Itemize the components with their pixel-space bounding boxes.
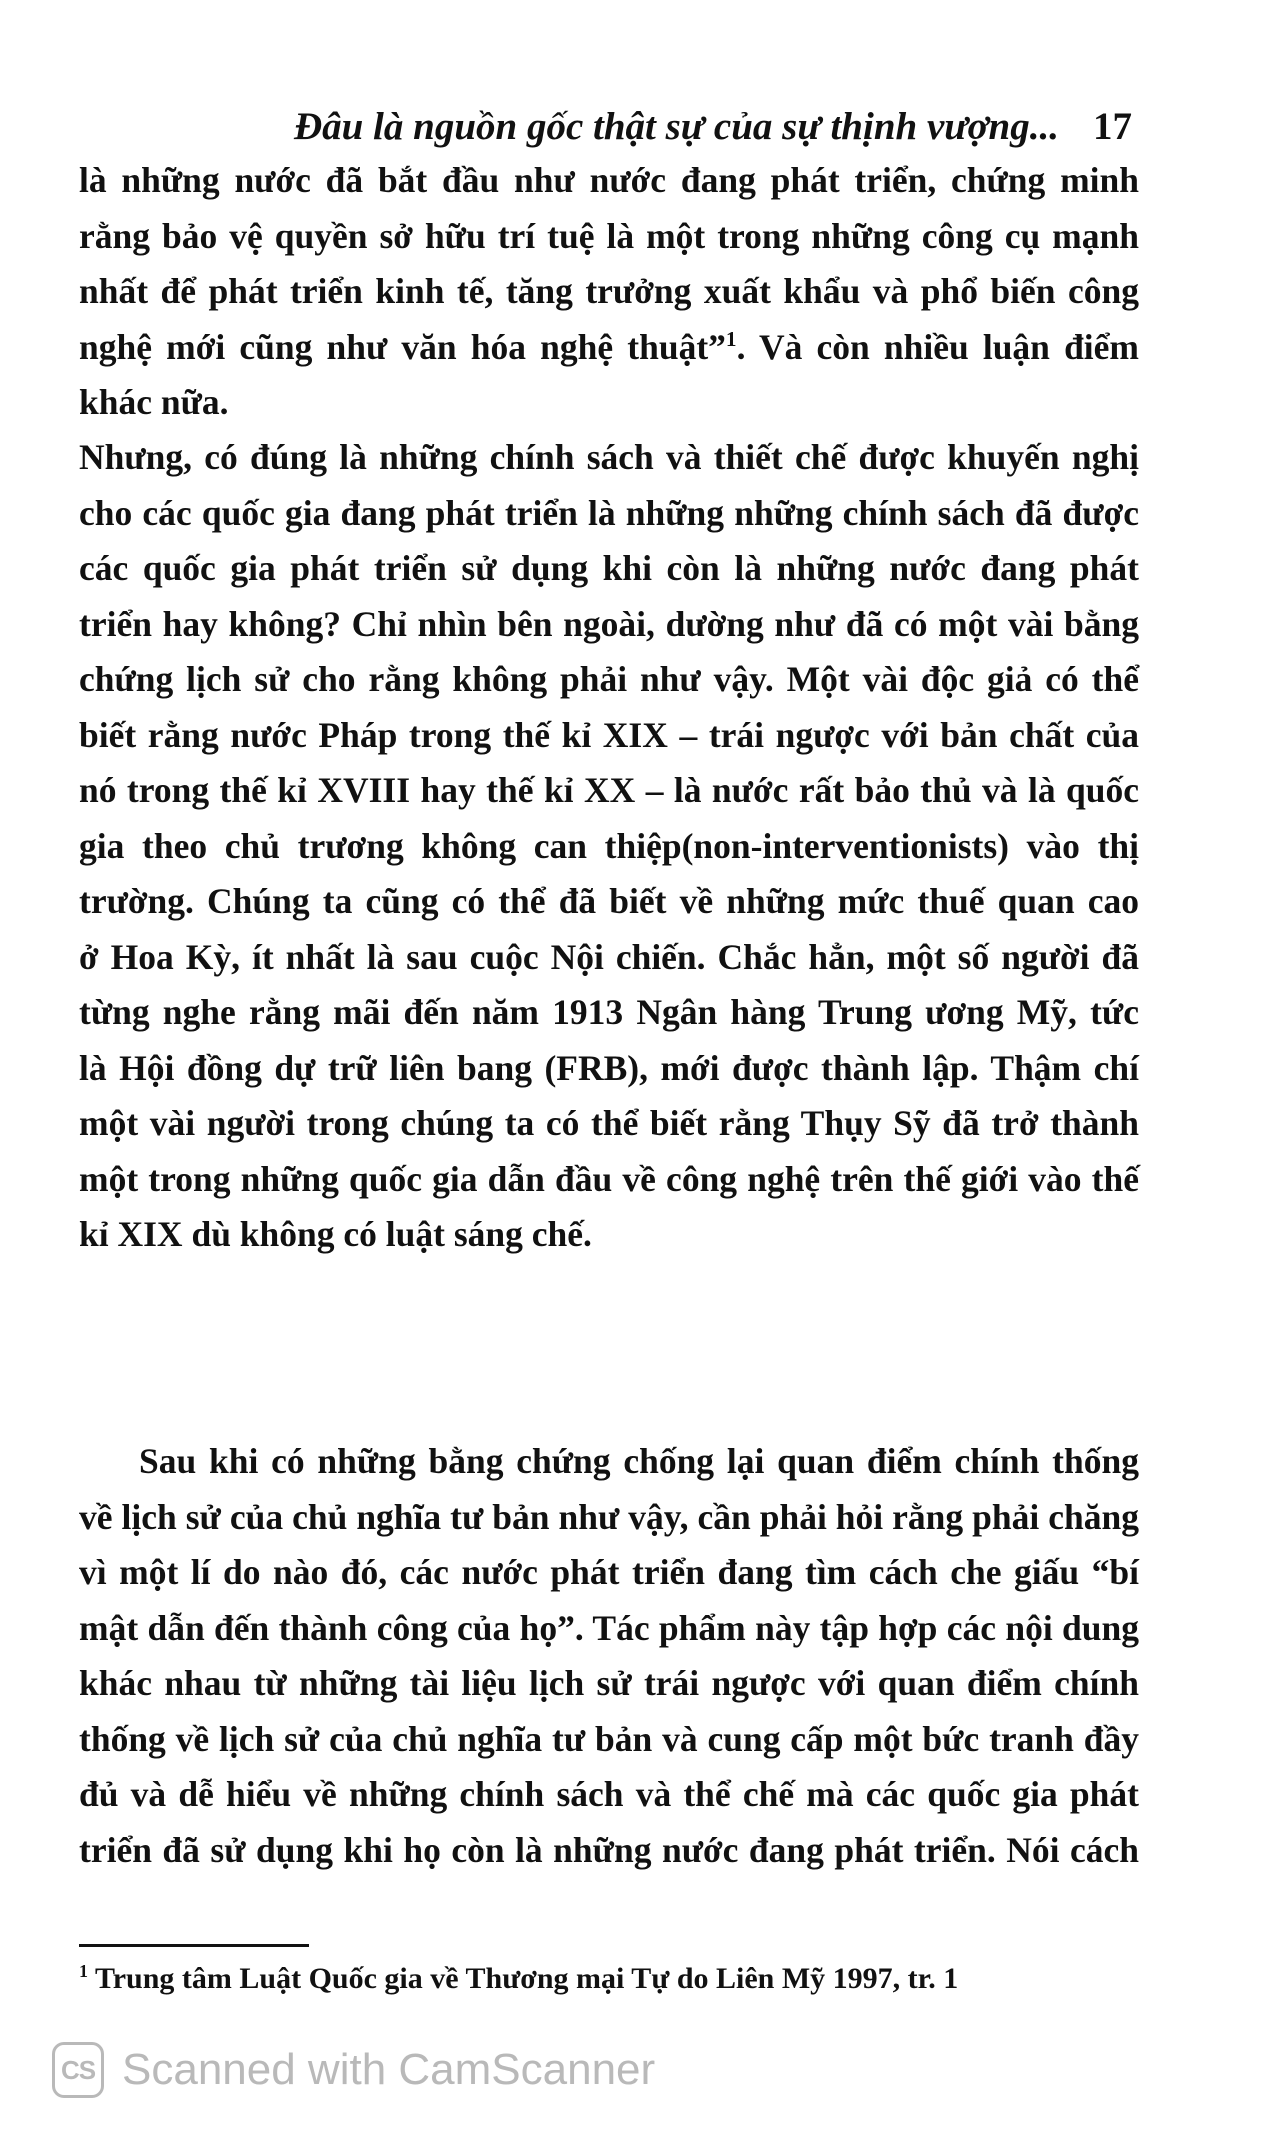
text-line: rằng bảo vệ quyền sở hữu trí tuệ là một trong những công cụ mạnh xyxy=(79,215,1139,256)
text-line: từng nghe rằng mãi đến năm 1913 Ngân hàng Trung ương Mỹ, tức xyxy=(79,992,1139,1032)
paragraph xyxy=(79,430,1139,1263)
text-line: các quốc gia phát triển sử dụng khi còn là những nước đang phát xyxy=(79,548,1139,588)
text-line: nhất để phát triển kinh tế, tăng trưởng xuất khẩu và phổ biến công xyxy=(79,271,1139,311)
camscanner-logo-icon: CS xyxy=(52,2042,104,2098)
footnote-text: Trung tâm Luật Quốc gia về Thương mại Tự do Liên Mỹ 1997, tr. 1 xyxy=(88,1962,959,1995)
running-header xyxy=(294,104,1132,149)
footnote xyxy=(79,1962,958,1996)
text-line: ở Hoa Kỳ, ít nhất là sau cuộc Nội chiến. Chắc hẳn, một số người đã xyxy=(79,936,1139,977)
text-line: một vài người trong chúng ta có thể biết rằng Thụy Sỹ đã trở thành xyxy=(79,1103,1139,1143)
text-line: khác nữa. xyxy=(79,382,229,422)
text-line-with-footnote-ref xyxy=(79,320,1139,376)
text-line: Sau khi có những bằng chứng chống lại quan điểm chính thống xyxy=(139,1441,1139,1481)
text-line: trường. Chúng ta cũng có thể đã biết về những mức thuế quan cao xyxy=(79,881,1139,921)
watermark-text: Scanned with CamScanner xyxy=(122,2045,656,2094)
text-line: là Hội đồng dự trữ liên bang (FRB), mới được thành lập. Thậm chí xyxy=(79,1047,1139,1088)
page-number: 17 xyxy=(1093,105,1132,148)
footnote-reference: 1 xyxy=(725,326,737,351)
footnote-marker: 1 xyxy=(79,1961,88,1981)
paragraph-continuation xyxy=(79,153,1139,431)
running-title: Đâu là nguồn gốc thật sự của sự thịnh vượng... xyxy=(293,105,1059,148)
text-line: đủ và dễ hiểu về những chính sách và thể chế mà các quốc gia phát xyxy=(79,1774,1139,1814)
text-line: nó trong thế kỉ XVIII hay thế kỉ XX – là nước rất bảo thủ và là quốc xyxy=(79,770,1139,810)
text-line: là những nước đã bắt đầu như nước đang phát triển, chứng minh xyxy=(79,160,1139,200)
text-line: một trong những quốc gia dẫn đầu về công nghệ trên thế giới vào thế xyxy=(79,1158,1139,1199)
text-line: về lịch sử của chủ nghĩa tư bản như vậy, cần phải hỏi rằng phải chăng xyxy=(79,1496,1139,1537)
text-line: vì một lí do nào đó, các nước phát triển đang tìm cách che giấu “bí xyxy=(79,1552,1139,1592)
text-line: kỉ XIX dù không có luật sáng chế. xyxy=(79,1214,592,1254)
text-line: khác nhau từ những tài liệu lịch sử trái ngược với quan điểm chính xyxy=(79,1663,1139,1703)
text-line: mật dẫn đến thành công của họ”. Tác phẩm này tập hợp các nội dung xyxy=(79,1607,1139,1648)
text-line: gia theo chủ trương không can thiệp(non-interventionists) vào thị xyxy=(79,825,1139,866)
camscanner-watermark xyxy=(52,2042,655,2098)
text-line: biết rằng nước Pháp trong thế kỉ XIX – trái ngược với bản chất của xyxy=(79,714,1139,755)
text-line: cho các quốc gia đang phát triển là những những chính sách đã được xyxy=(79,492,1139,533)
text-line: Nhưng, có đúng là những chính sách và thiết chế được khuyến nghị xyxy=(79,437,1139,477)
text-line-start: nghệ mới cũng như văn hóa nghệ thuật” xyxy=(79,326,726,367)
text-line: thống về lịch sử của chủ nghĩa tư bản và cung cấp một bức tranh đầy xyxy=(79,1718,1139,1759)
footnote-divider xyxy=(79,1944,309,1947)
paragraph xyxy=(79,1434,1139,1878)
text-line: triển đã sử dụng khi họ còn là những nước đang phát triển. Nói cách xyxy=(79,1829,1139,1870)
text-line: triển hay không? Chỉ nhìn bên ngoài, dường như đã có một vài bằng xyxy=(79,603,1139,644)
text-line-end: . Và còn nhiều luận điểm xyxy=(736,326,1139,367)
text-line: chứng lịch sử cho rằng không phải như vậy. Một vài độc giả có thể xyxy=(79,659,1139,699)
